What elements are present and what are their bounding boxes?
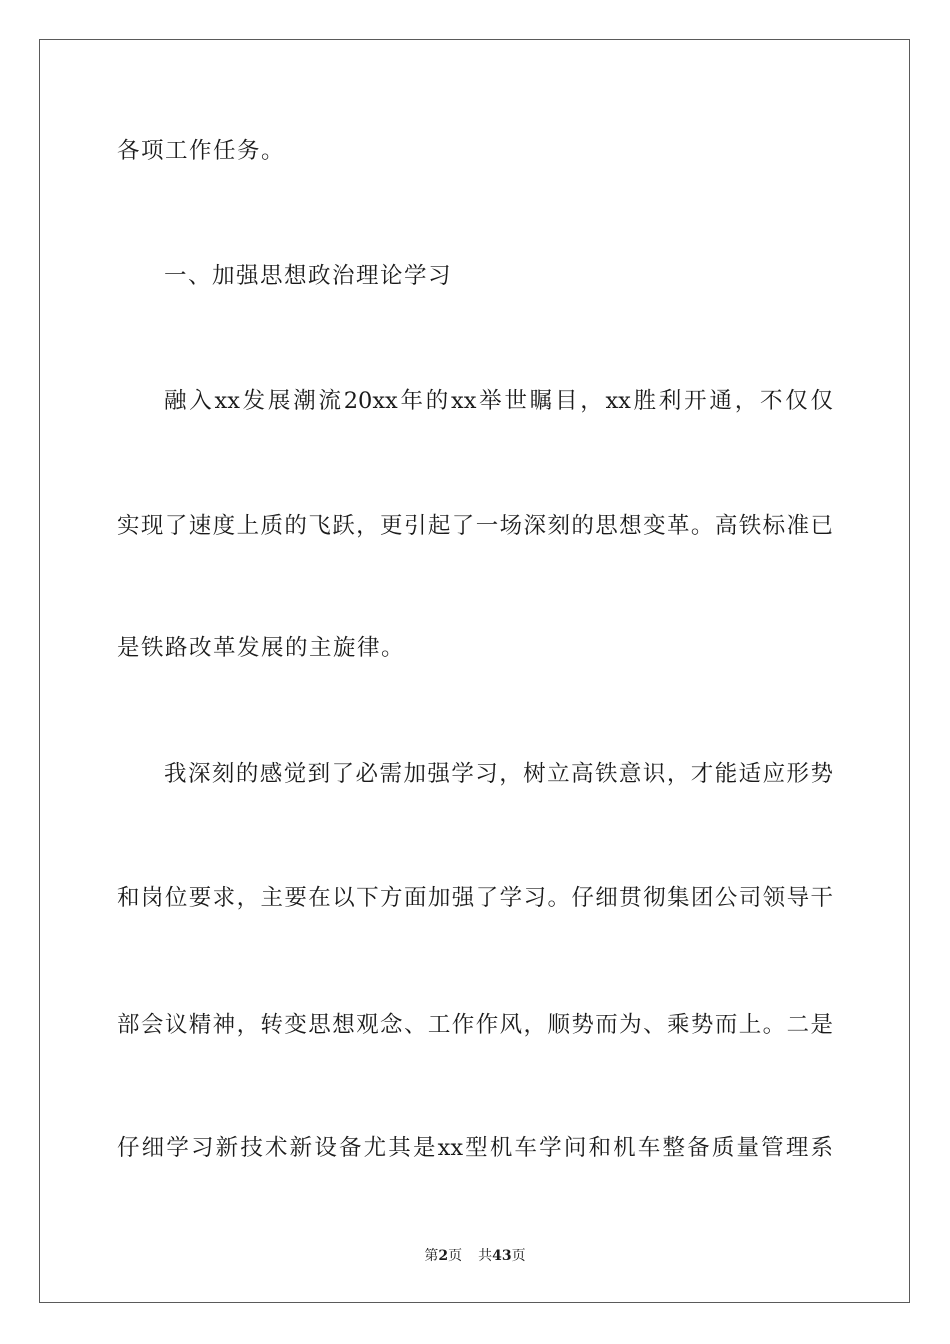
- total-suffix: 页: [511, 1248, 526, 1264]
- text-line-3: 融入xx发展潮流20xx年的xx举世瞩目，xx胜利开通，不仅仅: [164, 388, 833, 414]
- total-prefix: 共: [478, 1248, 493, 1264]
- text-line-5: 是铁路改革发展的主旋律。: [117, 635, 406, 661]
- page-footer: [0, 1246, 950, 1266]
- page-suffix: 页: [448, 1248, 463, 1264]
- total-pages: 43: [492, 1248, 512, 1264]
- text-line-1: 各项工作任务。: [117, 138, 286, 164]
- page-prefix: 第: [424, 1248, 439, 1264]
- text-line-6: 我深刻的感觉到了必需加强学习，树立高铁意识，才能适应形势: [164, 761, 833, 787]
- text-line-7: 和岗位要求，主要在以下方面加强了学习。仔细贯彻集团公司领导干: [117, 885, 833, 911]
- section-heading: 一、加强思想政治理论学习: [164, 263, 453, 289]
- page-number: 2: [438, 1248, 449, 1264]
- text-line-8: 部会议精神，转变思想观念、工作作风，顺势而为、乘势而上。二是: [117, 1012, 833, 1038]
- text-line-4: 实现了速度上质的飞跃，更引起了一场深刻的思想变革。高铁标准已: [117, 513, 833, 539]
- page-border: [39, 39, 910, 1303]
- text-line-9: 仔细学习新技术新设备尤其是xx型机车学问和机车整备质量管理系: [117, 1135, 833, 1161]
